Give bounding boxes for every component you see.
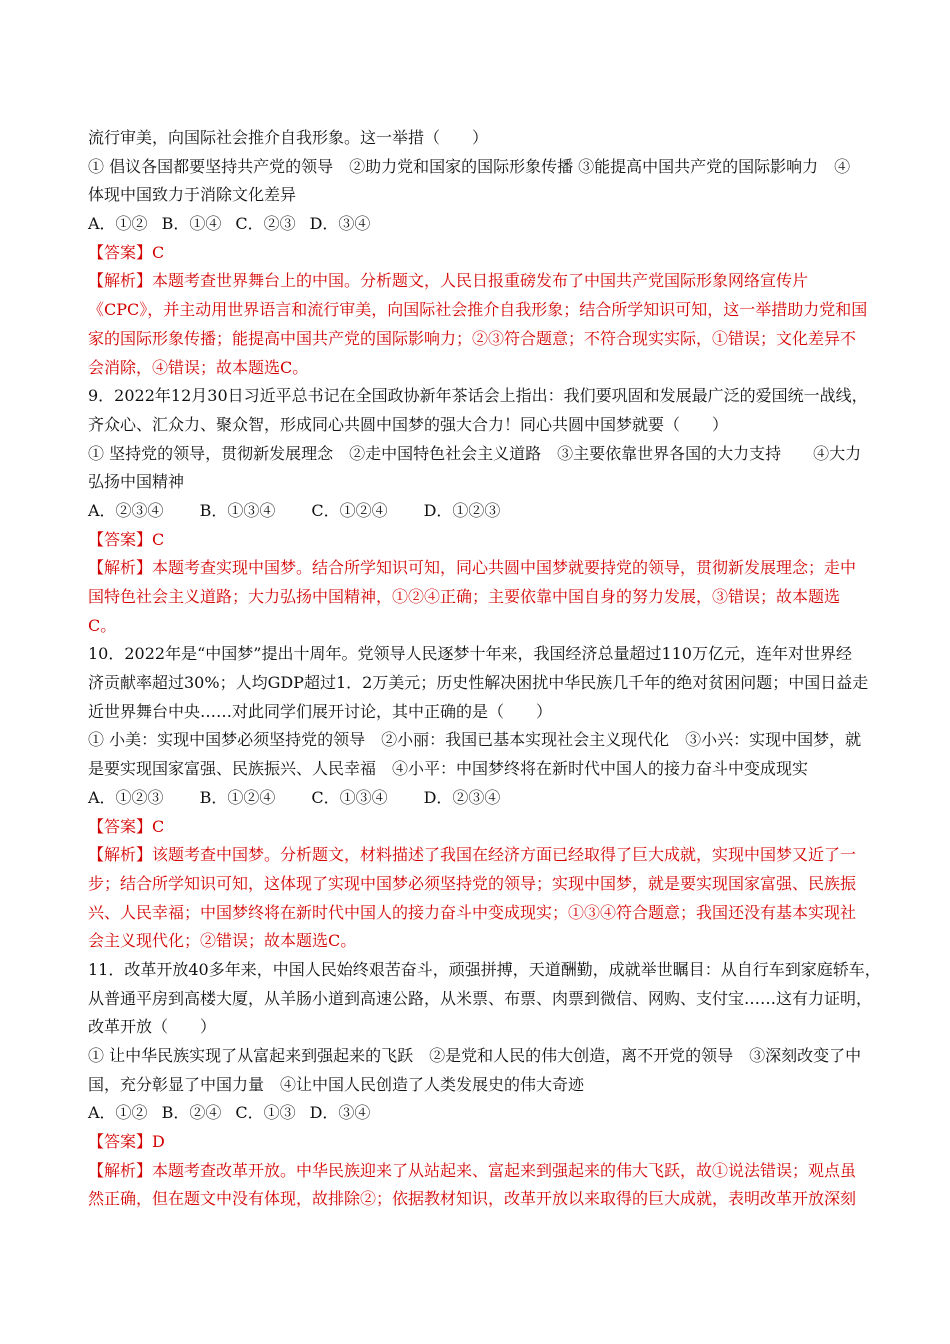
answer-value: C	[152, 529, 165, 549]
choice-b: B．①④	[161, 214, 222, 234]
answer-choices	[88, 784, 900, 813]
choice-c: C．①③④	[311, 787, 388, 807]
question-11	[88, 956, 900, 1214]
question-stem: 齐众心、汇众力、聚众智，形成同心共圆中国梦的强大合力！同心共圆中国梦就要（ ）	[88, 414, 729, 434]
question-options: 国，充分彰显了中国力量 ④让中国人民创造了人类发展史的伟大奇迹	[88, 1074, 585, 1094]
choice-d: D．③④	[309, 214, 371, 234]
question-stem: 济贡献率超过30%；人均GDP超过1．2万美元；历史性解决困扰中华民族几千年的绝对贫困问题；中国日益走	[88, 673, 869, 693]
analysis-line: 国特色社会主义道路；大力弘扬中国精神，①②④正确；主要依靠中国自身的努力发展，③错误；故本题选	[88, 587, 841, 606]
answer-value: C	[152, 816, 165, 836]
analysis-line: 【解析】本题考查改革开放。中华民族迎来了从站起来、富起来到强起来的伟大飞跃，故①说法错误；观点虽	[88, 1160, 857, 1180]
answer-choices	[88, 210, 900, 239]
choice-c: C．②③	[235, 214, 296, 234]
question-options: 弘扬中国精神	[88, 472, 185, 492]
question-options: ① 倡议各国都要坚持共产党的领导 ②助力党和国家的国际形象传播 ③能提高中国共产党的国际影响力 ④	[88, 156, 851, 176]
choice-a: A．②③④	[88, 500, 164, 520]
choice-a: A．①②	[88, 214, 148, 234]
choice-a: A．①②③	[88, 787, 164, 807]
answer-line	[88, 526, 900, 555]
analysis-line: 家的国际形象传播；能提高中国共产党的国际影响力；②③符合题意；不符合现实实际，①错误；文化差异不	[88, 328, 857, 348]
analysis-line: 【解析】本题考查世界舞台上的中国。分析题文，人民日报重磅发布了中国共产党国际形象网络宣传片	[88, 271, 809, 291]
document-page	[88, 124, 900, 1214]
analysis-label: 【解析】	[88, 1160, 153, 1180]
question-stem: 10．2022年是“中国梦”提出十周年。党领导人民逐梦十年来，我国经济总量超过110万亿元，连年对世界经	[88, 644, 852, 664]
question-stem: 近世界舞台中央……对此同学们展开讨论，其中正确的是（ ）	[88, 701, 553, 721]
question-options: ① 让中华民族实现了从富起来到强起来的飞跃 ②是党和人民的伟大创造，离不开党的领导 ③深刻改变了中	[88, 1046, 862, 1065]
analysis-label: 【解析】	[88, 271, 153, 291]
answer-label: 【答案】	[88, 242, 153, 262]
analysis-line: 会消除，④错误；故本题选C。	[88, 357, 309, 377]
choice-c: C．①②④	[311, 500, 388, 520]
answer-choices	[88, 497, 900, 526]
answer-line	[88, 813, 900, 842]
answer-line	[88, 1128, 900, 1157]
answer-choices	[88, 1099, 900, 1128]
question-stem: 改革开放（ ）	[88, 1017, 217, 1037]
question-options: ① 小美：实现中国梦必须坚持党的领导 ②小丽：我国已基本实现社会主义现代化 ③小兴：实现中国梦，就	[88, 730, 862, 750]
question-10	[88, 640, 900, 956]
analysis-line: 然正确，但在题文中没有体现，故排除②；依据教材知识，改革开放以来取得的巨大成就，表明改革开放深刻	[88, 1189, 857, 1209]
question-9	[88, 382, 900, 640]
choice-d: D．②③④	[423, 787, 501, 807]
choice-d: D．③④	[309, 1103, 371, 1123]
question-stem: 流行审美，向国际社会推介自我形象。这一举措（ ）	[88, 128, 489, 147]
answer-label: 【答案】	[88, 529, 153, 549]
choice-b: B．①③④	[199, 500, 276, 520]
analysis-line: 【解析】本题考查实现中国梦。结合所学知识可知，同心共圆中国梦就要持党的领导，贯彻新发展理念；走中	[88, 558, 857, 578]
analysis-line: 兴、人民幸福；中国梦终将在新时代中国人的接力奋斗中变成现实；①③④符合题意；我国还没有基本实现社	[88, 902, 857, 922]
answer-value: C	[152, 242, 165, 262]
answer-label: 【答案】	[88, 816, 153, 836]
analysis-line: 步；结合所学知识可知，这体现了实现中国梦必须坚持党的领导；实现中国梦，就是要实现国家富强、民族振	[88, 873, 857, 893]
analysis-label: 【解析】	[88, 558, 153, 578]
analysis-line: 《CPC》，并主动用世界语言和流行审美，向国际社会推介自我形象；结合所学知识可知，这一举措助力党和国	[88, 300, 868, 320]
question-options: ① 坚持党的领导，贯彻新发展理念 ②走中国特色社会主义道路 ③主要依靠世界各国的大力支持 ④大力	[88, 443, 862, 463]
question-options: 体现中国致力于消除文化差异	[88, 185, 297, 205]
question-stem: 从普通平房到高楼大厦，从羊肠小道到高速公路，从米票、布票、肉票到微信、网购、支付宝……这有力证明，	[88, 988, 873, 1008]
choice-a: A．①②	[88, 1103, 148, 1123]
answer-line	[88, 239, 900, 268]
analysis-label: 【解析】	[88, 845, 153, 865]
analysis-line: 【解析】该题考查中国梦。分析题文，材料描述了我国在经济方面已经取得了巨大成就，实现中国梦又近了一	[88, 845, 857, 865]
answer-label: 【答案】	[88, 1132, 153, 1152]
question-options: 是要实现国家富强、民族振兴、人民幸福 ④小平：中国梦终将在新时代中国人的接力奋斗中变成现实	[88, 759, 809, 779]
question-8	[88, 124, 900, 382]
answer-value: D	[152, 1132, 165, 1152]
choice-d: D．①②③	[423, 500, 501, 520]
analysis-line: C。	[88, 615, 117, 635]
question-stem: 11．改革开放40多年来，中国人民始终艰苦奋斗，顽强拼搏，天道酬勤，成就举世瞩目：从自行车到家庭轿车，	[88, 959, 881, 979]
choice-b: B．②④	[161, 1103, 222, 1123]
question-stem: 9．2022年12月30日习近平总书记在全国政协新年茶话会上指出：我们要巩固和发展最广泛的爱国统一战线，	[88, 386, 868, 406]
choice-b: B．①②④	[199, 787, 276, 807]
analysis-line: 会主义现代化；②错误；故本题选C。	[88, 931, 357, 951]
choice-c: C．①③	[235, 1103, 296, 1123]
